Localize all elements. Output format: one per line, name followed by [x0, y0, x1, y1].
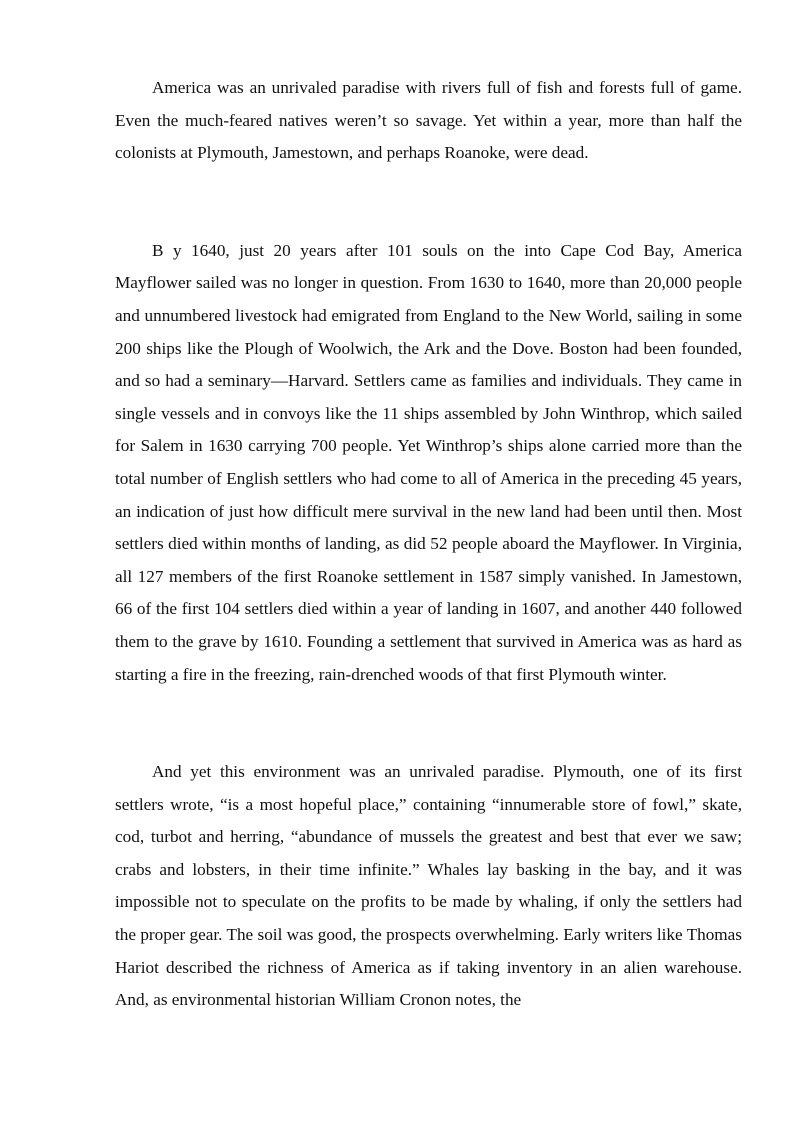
paragraph-paradise: And yet this environment was an unrivaled paradise. Plymouth, one of its first settlers wrote, “is a most hopeful place,” containing “innumerable store of fowl,” skate, cod, turbot and herring, “abundance of mussels the greatest and best that ever we saw; crabs and lobsters, in their time infinite.” Whales lay basking in the bay, and it was impossible not to speculate on the profits to be made by whaling, if only the settlers had the proper gear. The soil was good, the prospects overwhelming. Early writers like Thomas Hariot described the richness of America as if taking inventory in an alien warehouse. And, as environmental historian William Cronon notes, the: [115, 762, 742, 1010]
document-page: [115, 72, 742, 1017]
paragraph-intro: America was an unrivaled paradise with rivers full of fish and forests full of game. Even the much-feared natives weren’t so savage. Yet within a year, more than half the colonists at Plymouth, Jamestown, and perhaps Roanoke, were dead.: [115, 78, 742, 163]
paragraph-settlement-history: B y 1640, just 20 years after 101 souls on the into Cape Cod Bay, America Mayflower sailed was no longer in question. From 1630 to 1640, more than 20,000 people and unnumbered livestock had emigrated from England to the New World, sailing in some 200 ships like the Plough of Woolwich, the Ark and the Dove. Boston had been founded, and so had a seminary—Harvard. Settlers came as families and individuals. They came in single vessels and in convoys like the 11 ships assembled by John Winthrop, which sailed for Salem in 1630 carrying 700 people. Yet Winthrop’s ships alone carried more than the total number of English settlers who had come to all of America in the preceding 45 years, an indication of just how difficult mere survival in the new land had been until then. Most settlers died within months of landing, as did 52 people aboard the Mayflower. In Virginia, all 127 members of the first Roanoke settlement in 1587 simply vanished. In Jamestown, 66 of the first 104 settlers died within a year of landing in 1607, and another 440 followed them to the grave by 1610. Founding a settlement that survived in America was as hard as starting a fire in the freezing, rain-drenched woods of that first Plymouth winter.: [115, 240, 742, 684]
